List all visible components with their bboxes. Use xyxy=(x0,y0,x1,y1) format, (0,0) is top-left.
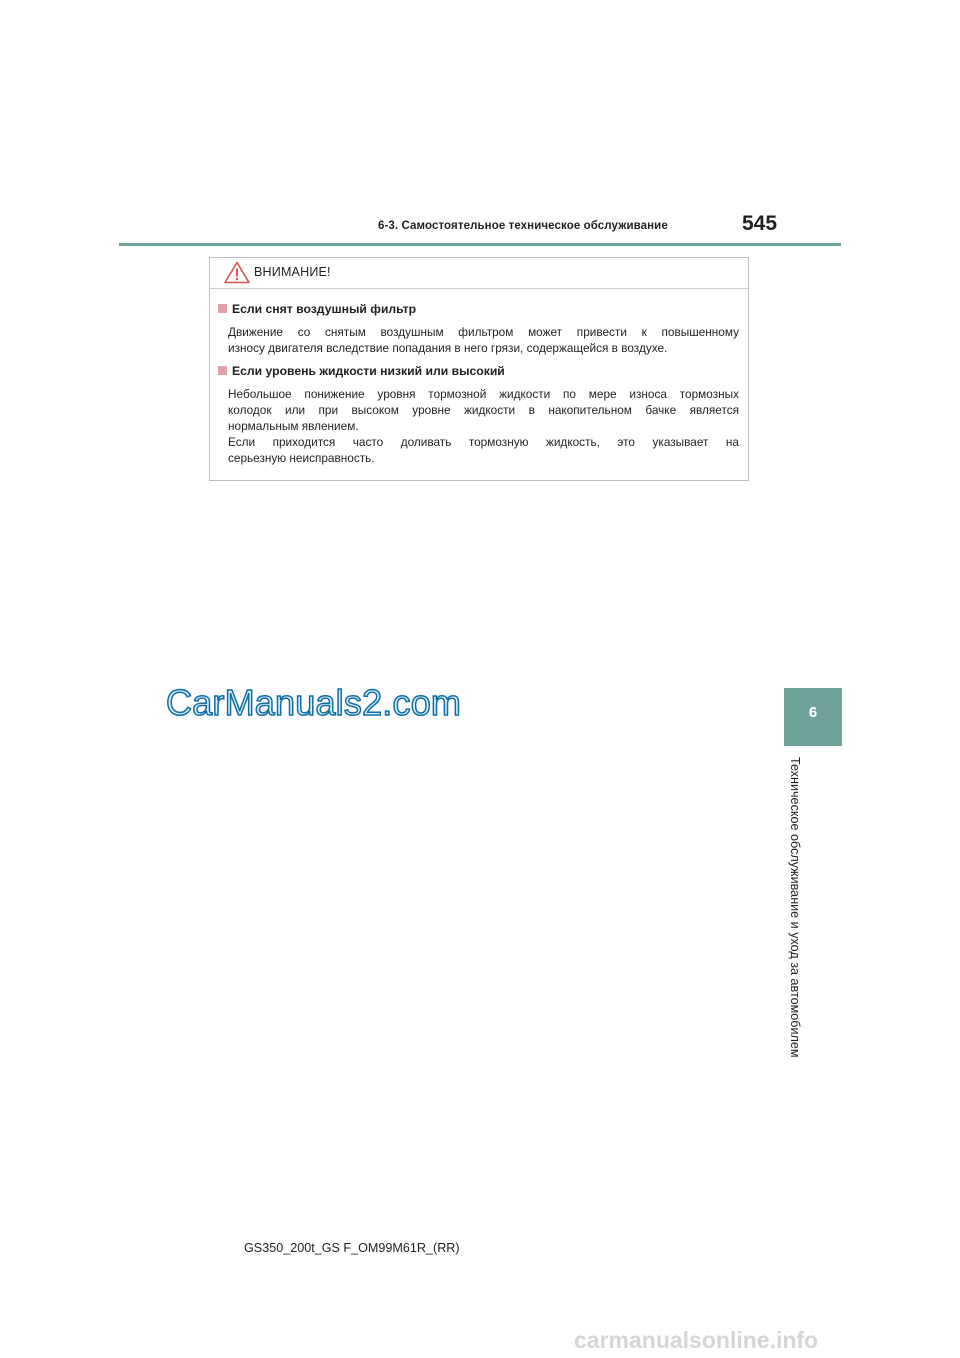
footer-doc-code: GS350_200t_GS F_OM99M61R_(RR) xyxy=(244,1241,460,1255)
section-heading: Если снят воздушный фильтр xyxy=(218,302,416,316)
section-heading: Если уровень жидкости низкий или высокий xyxy=(218,364,505,378)
body-line: износу двигателя вследствие попадания в него грязи, содержащейся в воздухе. xyxy=(228,341,668,355)
body-line: Небольшое понижение уровня тормозной жидкости по мере износа тормозных xyxy=(228,387,739,401)
body-line: нормальным явлением. xyxy=(228,419,359,433)
warning-box xyxy=(209,257,749,481)
chapter-side-label: Техническое обслуживание и уход за автомобилем xyxy=(788,757,802,1058)
body-line: Если приходится часто доливать тормозную жидкость, это указывает на xyxy=(228,435,739,449)
header-rule xyxy=(119,243,841,246)
body-line: Движение со снятым воздушным фильтром может привести к повышенному xyxy=(228,325,739,339)
watermark-carmanualsonline: carmanualsonline.info xyxy=(574,1327,819,1353)
warning-title: ВНИМАНИЕ! xyxy=(254,265,331,279)
body-line: колодок или при высоком уровне жидкости в накопительном бачке является xyxy=(228,403,739,417)
square-bullet-icon xyxy=(218,366,227,375)
section-title: 6-3. Самостоятельное техническое обслуживание xyxy=(378,220,668,232)
section-body xyxy=(228,324,739,356)
chapter-tab: 6 xyxy=(784,688,842,746)
watermark-carmanuals2: CarManuals2.com xyxy=(166,682,462,723)
body-line: серьезную неисправность. xyxy=(228,451,375,465)
section-body xyxy=(228,386,739,466)
warning-header xyxy=(210,258,748,289)
square-bullet-icon xyxy=(218,304,227,313)
warning-triangle-icon xyxy=(224,261,250,284)
page-number: 545 xyxy=(742,212,778,235)
